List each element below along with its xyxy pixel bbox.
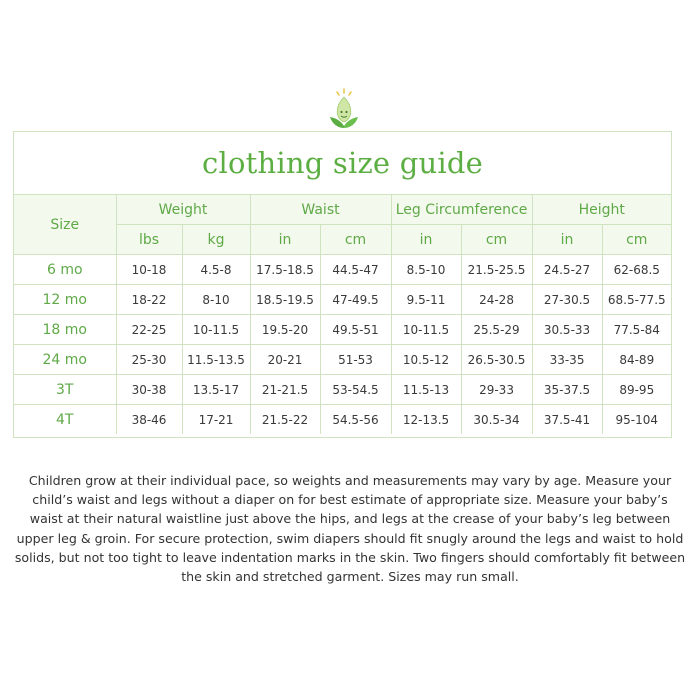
- height-cm-cell: 89-95: [602, 375, 671, 405]
- sizing-note: Children grow at their individual pace, so weights and measurements may vary by age. Measure your child’s waist and legs without a diaper on for best estimate of appropriate size. Measure your baby’s waist at their natural waistline just above the hips, and legs at the crease of your baby’s leg between upper leg & groin. For secure protection, swim diapers should fit snugly around the legs and waist to hold solids, but not too tight to leave indentation marks in the skin. Two fingers should comfortably fit between the skin and stretched garment. Sizes may run small.: [14, 473, 686, 585]
- waist-in-cell: 19.5-20: [250, 315, 320, 345]
- table-row: [14, 405, 671, 435]
- waist-in-cell: 21.5-22: [250, 405, 320, 435]
- leg-cm-cell: 26.5-30.5: [461, 345, 532, 375]
- leg-cm-cell: 25.5-29: [461, 315, 532, 345]
- weight-lbs-cell: 18-22: [116, 285, 182, 315]
- leg-circumference-group-header: Leg Circumference: [391, 195, 532, 225]
- weight-group-header: Weight: [116, 195, 250, 225]
- size-cell: 18 mo: [14, 315, 116, 345]
- leg-cm-cell: 30.5-34: [461, 405, 532, 435]
- leg-cm-cell: 21.5-25.5: [461, 255, 532, 285]
- weight-kg-cell: 11.5-13.5: [182, 345, 250, 375]
- weight-lbs-cell: 10-18: [116, 255, 182, 285]
- weight-lbs-cell: 22-25: [116, 315, 182, 345]
- title-bar: [14, 132, 671, 195]
- height-cm-cell: 95-104: [602, 405, 671, 435]
- leg-unit-in: in: [391, 225, 461, 255]
- table-row: [14, 345, 671, 375]
- size-cell: 6 mo: [14, 255, 116, 285]
- height-cm-cell: 84-89: [602, 345, 671, 375]
- size-column-header: Size: [14, 195, 116, 255]
- waist-cm-cell: 44.5-47: [320, 255, 391, 285]
- waist-cm-cell: 49.5-51: [320, 315, 391, 345]
- height-cm-cell: 77.5-84: [602, 315, 671, 345]
- height-in-cell: 37.5-41: [532, 405, 602, 435]
- waist-in-cell: 20-21: [250, 345, 320, 375]
- weight-kg-cell: 17-21: [182, 405, 250, 435]
- page-title: clothing size guide: [202, 146, 483, 180]
- waist-unit-in: in: [250, 225, 320, 255]
- leg-in-cell: 12-13.5: [391, 405, 461, 435]
- weight-kg-cell: 8-10: [182, 285, 250, 315]
- leg-in-cell: 10.5-12: [391, 345, 461, 375]
- height-group-header: Height: [532, 195, 671, 225]
- waist-cm-cell: 54.5-56: [320, 405, 391, 435]
- waist-in-cell: 17.5-18.5: [250, 255, 320, 285]
- weight-kg-cell: 13.5-17: [182, 375, 250, 405]
- height-cm-cell: 62-68.5: [602, 255, 671, 285]
- height-in-cell: 30.5-33: [532, 315, 602, 345]
- weight-lbs-cell: 25-30: [116, 345, 182, 375]
- height-in-cell: 33-35: [532, 345, 602, 375]
- waist-group-header: Waist: [250, 195, 391, 225]
- size-cell: 3T: [14, 375, 116, 405]
- waist-cm-cell: 53-54.5: [320, 375, 391, 405]
- table-row: [14, 375, 671, 405]
- height-in-cell: 24.5-27: [532, 255, 602, 285]
- table-row: [14, 315, 671, 345]
- weight-unit-lbs: lbs: [116, 225, 182, 255]
- sprout-drop-icon: [329, 88, 359, 132]
- table-row: [14, 255, 671, 285]
- leg-in-cell: 11.5-13: [391, 375, 461, 405]
- waist-in-cell: 21-21.5: [250, 375, 320, 405]
- size-guide-panel: [13, 131, 672, 438]
- leg-in-cell: 8.5-10: [391, 255, 461, 285]
- weight-unit-kg: kg: [182, 225, 250, 255]
- weight-kg-cell: 4.5-8: [182, 255, 250, 285]
- weight-lbs-cell: 30-38: [116, 375, 182, 405]
- leg-cm-cell: 24-28: [461, 285, 532, 315]
- size-cell: 4T: [14, 405, 116, 435]
- waist-cm-cell: 47-49.5: [320, 285, 391, 315]
- size-table: [14, 195, 671, 434]
- height-cm-cell: 68.5-77.5: [602, 285, 671, 315]
- size-cell: 12 mo: [14, 285, 116, 315]
- size-cell: 24 mo: [14, 345, 116, 375]
- weight-kg-cell: 10-11.5: [182, 315, 250, 345]
- weight-lbs-cell: 38-46: [116, 405, 182, 435]
- leg-in-cell: 9.5-11: [391, 285, 461, 315]
- height-unit-in: in: [532, 225, 602, 255]
- leg-cm-cell: 29-33: [461, 375, 532, 405]
- waist-in-cell: 18.5-19.5: [250, 285, 320, 315]
- leg-in-cell: 10-11.5: [391, 315, 461, 345]
- waist-unit-cm: cm: [320, 225, 391, 255]
- height-in-cell: 27-30.5: [532, 285, 602, 315]
- table-row: [14, 285, 671, 315]
- height-in-cell: 35-37.5: [532, 375, 602, 405]
- waist-cm-cell: 51-53: [320, 345, 391, 375]
- leg-unit-cm: cm: [461, 225, 532, 255]
- height-unit-cm: cm: [602, 225, 671, 255]
